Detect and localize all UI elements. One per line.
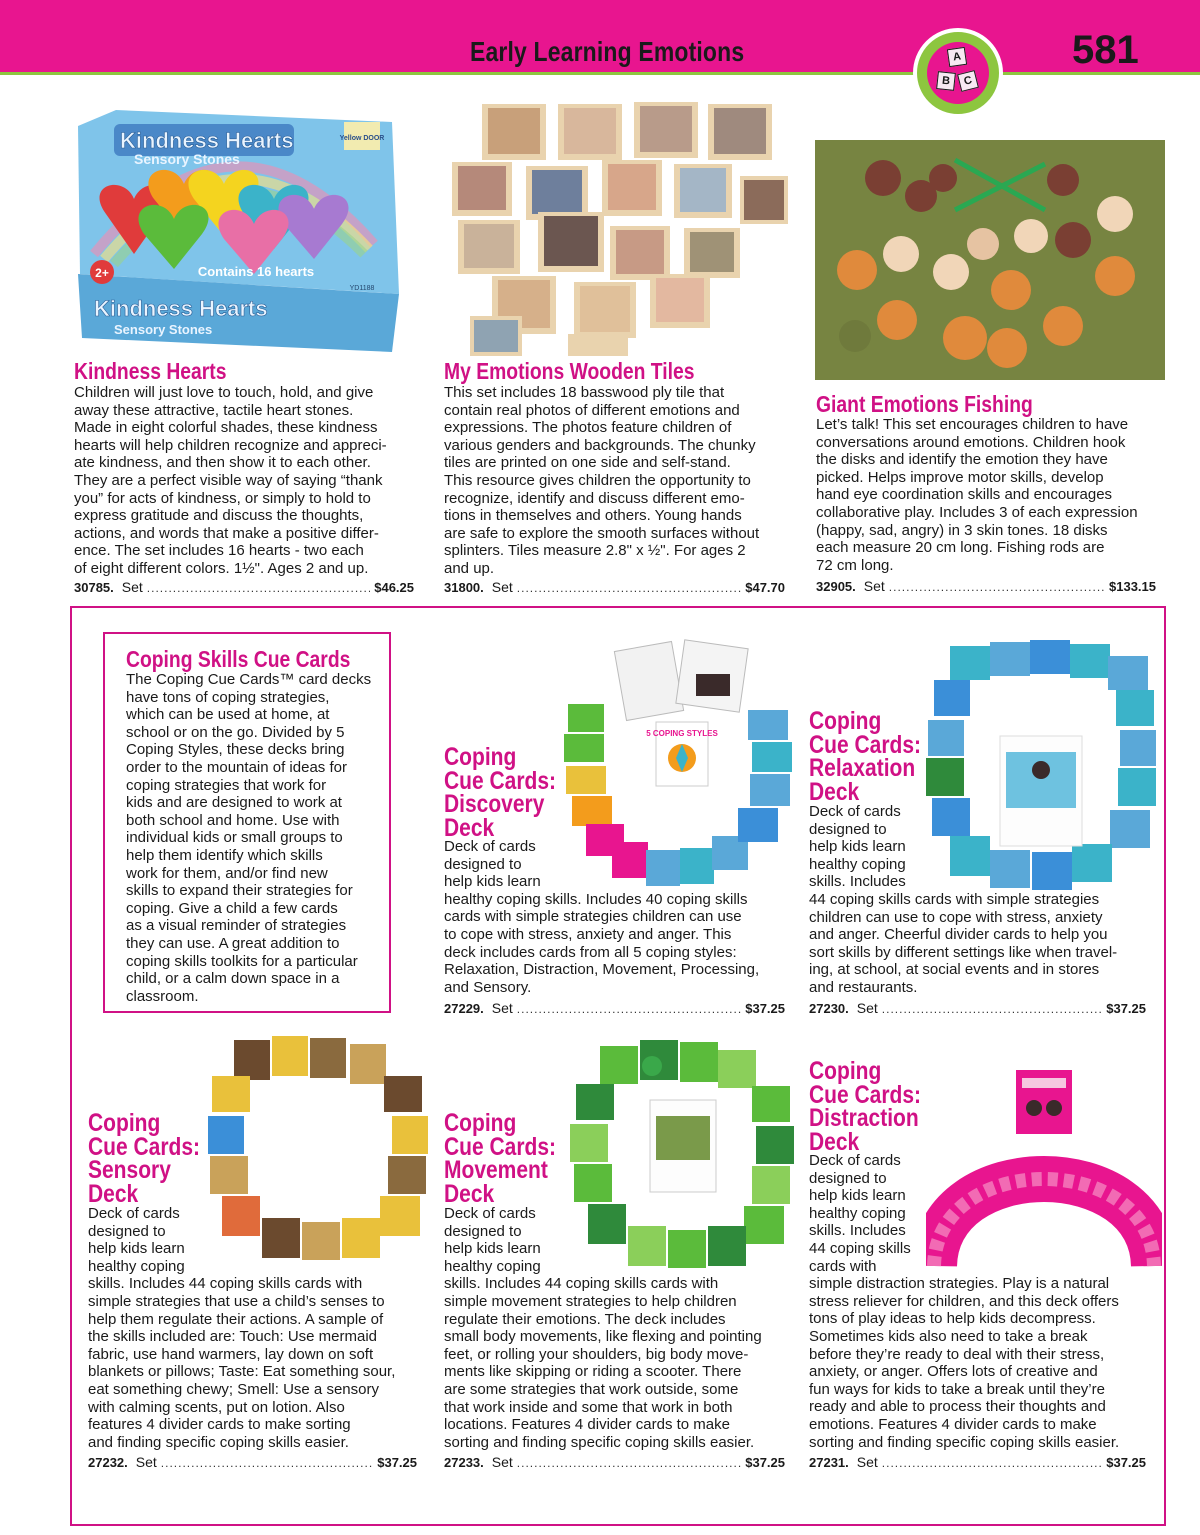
sensory-deck-price-line [88,1454,417,1470]
title-line: Coping [444,743,517,771]
discovery-deck-description [444,838,794,996]
kindness-hearts-title: Kindness Hearts [74,358,227,384]
desc-line: work for them, and/or find new [126,864,328,882]
desc-line: features 4 divider cards to make sorting [88,1416,351,1434]
desc-line: help them identify which skills [126,846,323,864]
block-c: C [957,70,979,92]
desc-line: ing, at school, at social events and in stores [809,961,1100,979]
desc-line: help kids learn [444,873,541,891]
movement-deck-description [444,1205,794,1451]
desc-line: emotions. Features 4 divider cards to make [809,1415,1097,1433]
desc-line: coping. Give a child a few cards [126,899,338,917]
kindness-hearts-price-line [74,579,414,595]
desc-line: Let’s talk! This set encourages children to have [816,416,1129,433]
section-title: Early Learning Emotions [470,36,745,67]
desc-line: simple strategies that use a child’s senses to [88,1292,385,1310]
desc-line: of eight different colors. 1½". Ages 2 and up. [74,559,369,577]
desc-line: stress reliever for children, and this deck offers [809,1292,1119,1310]
desc-line: classroom. [126,987,199,1005]
desc-line: Deck of cards [88,1205,180,1222]
desc-line: cards with [809,1257,877,1275]
desc-line: skills. Includes [809,873,906,891]
desc-line: and up. [444,559,495,577]
desc-line: that work inside and some that work in both [444,1398,733,1416]
desc-line: feet, or rolling your shoulders, big body move- [444,1345,749,1363]
item-code: 27230. [809,1001,849,1016]
item-unit: Set [135,1454,157,1470]
desc-line: and finding specific coping skills easier. [88,1433,349,1451]
item-price: $37.25 [377,1455,417,1470]
desc-line: healthy coping [88,1257,185,1275]
title-line: Discovery [444,790,545,818]
desc-line: eat something chewy; Smell: Use a sensory [88,1380,379,1398]
desc-line: and anger. Cheerful divider cards to help you [809,926,1108,944]
desc-line: deck includes cards from all 5 coping styles: [444,943,737,961]
desc-line: fun ways for kids to take a break until they’re [809,1380,1105,1398]
desc-line: Deck of cards [444,1205,536,1222]
desc-line: 44 coping skills [809,1239,911,1257]
leader-dots [517,581,741,595]
title-line: Distraction [809,1104,919,1132]
title-line: Coping [88,1109,161,1137]
title-line: Deck [88,1179,139,1208]
desc-line: which can be used at home, at [126,706,330,724]
item-price: $37.25 [745,1001,785,1016]
title-line: Deck [444,1179,495,1208]
desc-line: Coping Styles, these decks bring [126,741,345,759]
distraction-deck-price-line [809,1454,1146,1470]
item-code: 30785. [74,580,114,595]
desc-line: simple distraction strategies. Play is a natural [809,1275,1110,1293]
desc-line: This resource gives children the opportunity to [444,471,751,489]
discovery-caption: 5 COPING STYLES [646,729,718,738]
desc-line: to cope with stress, anxiety and anger. This [444,925,732,943]
desc-line: are safe to explore the smooth surfaces without [444,524,760,542]
desc-line: skills. Includes [809,1222,906,1240]
desc-line: children can use to cope with stress, anxiety [809,908,1103,926]
discovery-deck-price-line [444,1000,785,1016]
desc-line: order to the mountain of ideas for [126,758,347,776]
coping-intro-description [126,671,388,1005]
distraction-deck-description [809,1152,1159,1451]
desc-line: healthy coping [809,1204,906,1222]
box-sku: YD1188 [349,285,375,292]
tile-group [452,102,788,356]
desc-line: blankets or pillows; Taste: Eat something sour, [88,1363,396,1381]
item-code: 27231. [809,1455,849,1470]
desc-line: Deck of cards [444,838,536,855]
desc-line: ready and able to process their thoughts and [809,1398,1106,1416]
desc-line: skills. Includes 44 coping skills cards with [88,1275,363,1293]
desc-line: Relaxation, Distraction, Movement, Processing, [444,961,760,979]
title-line: Deck [809,777,860,806]
title-line: Coping [809,1057,882,1085]
desc-line: coping skills toolkits for a particular [126,952,358,970]
desc-line: Children will just love to touch, hold, and give [74,384,374,401]
desc-line: designed to [809,1169,887,1187]
desc-line: kids and are designed to work at [126,794,342,812]
desc-line: the skills included are: Touch: Use mermaid [88,1328,378,1346]
desc-line: help them regulate their actions. A sample of [88,1310,384,1328]
desc-line: designed to [444,855,522,873]
desc-line: skills. Includes 44 coping skills cards with [444,1275,719,1293]
desc-line: express gratitude and discuss the thoughts, [74,507,364,525]
desc-line: The Coping Cue Cards™ card decks [126,671,372,688]
desc-line: as a visual reminder of strategies [126,917,347,935]
desc-line: both school and home. Use with [126,811,340,829]
leader-dots [882,1456,1102,1470]
item-unit: Set [856,1000,878,1016]
box-age-badge: 2+ [95,266,109,280]
desc-line: This set includes 18 basswood ply tile that [444,384,725,401]
desc-line: child, or a calm down space in a [126,970,340,988]
kindness-hearts-description [74,384,419,578]
desc-line: anxiety, or anger. Offers lots of creative and [809,1363,1098,1381]
desc-line: hand eye coordination skills and encourages [816,486,1113,504]
item-price: $133.15 [1109,579,1156,594]
desc-line: simple movement strategies to help children [444,1292,737,1310]
item-unit: Set [491,1000,513,1016]
desc-line: regulate their emotions. The deck includes [444,1310,726,1328]
desc-line: locations. Features 4 divider cards to make [444,1416,730,1434]
desc-line: away these attractive, tactile heart stones. [74,401,354,419]
distraction-deck-title [809,1057,922,1156]
desc-line: designed to [88,1222,166,1240]
desc-line: Sometimes kids also need to take a break [809,1327,1088,1345]
item-code: 31800. [444,580,484,595]
emotions-fishing-title: Giant Emotions Fishing [816,391,1033,417]
desc-line: collaborative play. Includes 3 of each expression [816,503,1138,521]
box-front-subtitle: Sensory Stones [114,322,213,337]
desc-line: and restaurants. [809,978,918,996]
leader-dots [161,1456,373,1470]
relaxation-deck-price-line [809,1000,1146,1016]
emotions-fishing-description [816,416,1166,574]
wooden-tiles-description [444,384,794,578]
item-unit: Set [491,579,513,595]
desc-line: individual kids or small groups to [126,829,343,847]
logo-inner-circle [927,42,989,104]
desc-line: fabric, use hand warmers, lay down on soft [88,1345,374,1363]
header-accent-line [0,72,1200,75]
item-code: 27233. [444,1455,484,1470]
title-line: Cue Cards: [444,1132,557,1161]
box-front-title: Kindness Hearts [94,296,268,321]
desc-line: contain real photos of different emotions and [444,401,740,419]
desc-line: help kids learn [809,1187,906,1205]
desc-line: healthy coping skills. Includes 40 coping skills [444,890,748,908]
block-a: A [947,47,967,67]
desc-line: 44 coping skills cards with simple strategies [809,890,1100,908]
movement-deck-price-line [444,1454,785,1470]
desc-line: are some strategies that work outside, some [444,1380,739,1398]
desc-line: skills to expand their strategies for [126,882,353,900]
item-price: $37.25 [1106,1001,1146,1016]
wooden-tiles-title: My Emotions Wooden Tiles [444,358,695,384]
title-line: Sensory [88,1156,171,1184]
desc-line: designed to [444,1222,522,1240]
desc-line: splinters. Tiles measure 2.8" x ½". For ages 2 [444,542,746,560]
title-line: Relaxation [809,754,916,782]
wooden-tiles-price-line [444,579,785,595]
sensory-deck-title [88,1109,201,1208]
desc-line: conversations around emotions. Children hook [816,433,1126,451]
item-price: $46.25 [374,580,414,595]
desc-line: hearts will help children recognize and appreci- [74,436,387,454]
desc-line: small body movements, like flexing and pointing [444,1328,762,1346]
title-line: Movement [444,1156,548,1184]
desc-line: each measure 20 cm long. Fishing rods are [816,539,1105,557]
emotion-tiles-image [444,100,794,358]
box-contains-text: Contains 16 hearts [197,264,315,279]
desc-line: tions in themselves and others. Young hands [444,507,742,525]
title-line: Cue Cards: [809,730,922,759]
desc-line: they can use. A great addition to [126,934,340,952]
desc-line: actions, and words that make a positive differ- [74,524,379,542]
title-line: Deck [444,813,495,842]
desc-line: cards with simple strategies children can use [444,908,742,926]
abc-blocks-logo [913,28,1003,118]
item-unit: Set [491,1454,513,1470]
box-brand-logo: Yellow DOOR [339,135,385,142]
leader-dots [517,1002,741,1016]
item-price: $47.70 [745,580,785,595]
leader-dots [517,1456,741,1470]
title-line: Cue Cards: [809,1080,922,1109]
desc-line: designed to [809,820,887,838]
item-unit: Set [856,1454,878,1470]
leader-dots [147,581,370,595]
block-b: B [936,71,956,91]
page-number: 581 [1072,28,1139,72]
desc-line: the disks and identify the emotion they have [816,451,1108,469]
item-unit: Set [121,579,143,595]
kindness-hearts-image [74,104,414,356]
item-price: $37.25 [745,1455,785,1470]
desc-line: recognize, identify and discuss different emo- [444,489,745,507]
desc-line: 72 cm long. [816,556,894,574]
desc-line: picked. Helps improve motor skills, develop [816,468,1104,486]
desc-line: have tons of coping strategies, [126,688,330,706]
sensory-deck-description [88,1205,428,1451]
item-code: 27229. [444,1001,484,1016]
discovery-deck-title [444,743,557,842]
desc-line: ate kindness, and then show it to each other. [74,454,371,472]
desc-line: school or on the go. Divided by 5 [126,723,345,741]
desc-line: coping strategies that work for [126,776,327,794]
desc-line: help kids learn [809,838,906,856]
title-line: Cue Cards: [444,766,557,795]
desc-line: you” for acts of kindness, or simply to hold to [74,489,371,507]
title-line: Deck [809,1127,860,1156]
emotions-fishing-image [815,140,1165,380]
desc-line: help kids learn [444,1240,541,1258]
leader-dots [889,580,1105,594]
desc-line: healthy coping [444,1257,541,1275]
box-brand-title: Kindness Hearts [120,128,294,153]
desc-line: ments like skipping or riding a scooter. There [444,1363,742,1381]
desc-line: sorting and finding specific coping skills easier. [809,1433,1120,1451]
desc-line: (happy, sad, angry) in 3 skin tones. 18 disks [816,521,1108,539]
box-subtitle: Sensory Stones [134,151,240,167]
desc-line: tons of play ideas to help kids decompress. [809,1310,1096,1328]
desc-line: with calming scents, put on lotion. Also [88,1398,345,1416]
desc-line: Deck of cards [809,1152,901,1169]
title-line: Coping [809,707,882,735]
emotions-fishing-price-line [816,578,1156,594]
desc-line: help kids learn [88,1240,185,1258]
item-unit: Set [863,578,885,594]
desc-line: and Sensory. [444,978,532,996]
movement-deck-title [444,1109,557,1208]
item-price: $37.25 [1106,1455,1146,1470]
item-code: 32905. [816,579,856,594]
desc-line: Deck of cards [809,803,901,820]
title-line: Cue Cards: [88,1132,201,1161]
desc-line: before they’re ready to deal with their stress, [809,1345,1105,1363]
desc-line: various genders and backgrounds. The chunky [444,436,756,454]
desc-line: tiles are printed on one side and self-stand. [444,454,731,472]
leader-dots [882,1002,1102,1016]
title-line: Coping [444,1109,517,1137]
relaxation-deck-title [809,707,922,806]
desc-line: sorting and finding specific coping skills easier. [444,1433,755,1451]
desc-line: sort skills by different settings like when travel- [809,943,1118,961]
relaxation-deck-description [809,803,1159,997]
desc-line: They are a perfect visible way of saying “thank [74,471,383,489]
desc-line: ence. The set includes 16 hearts - two each [74,542,364,560]
desc-line: Made in eight colorful shades, these kindness [74,419,378,437]
desc-line: healthy coping [809,855,906,873]
item-code: 27232. [88,1455,128,1470]
desc-line: expressions. The photos feature children of [444,419,732,437]
coping-intro-title: Coping Skills Cue Cards [126,646,351,672]
